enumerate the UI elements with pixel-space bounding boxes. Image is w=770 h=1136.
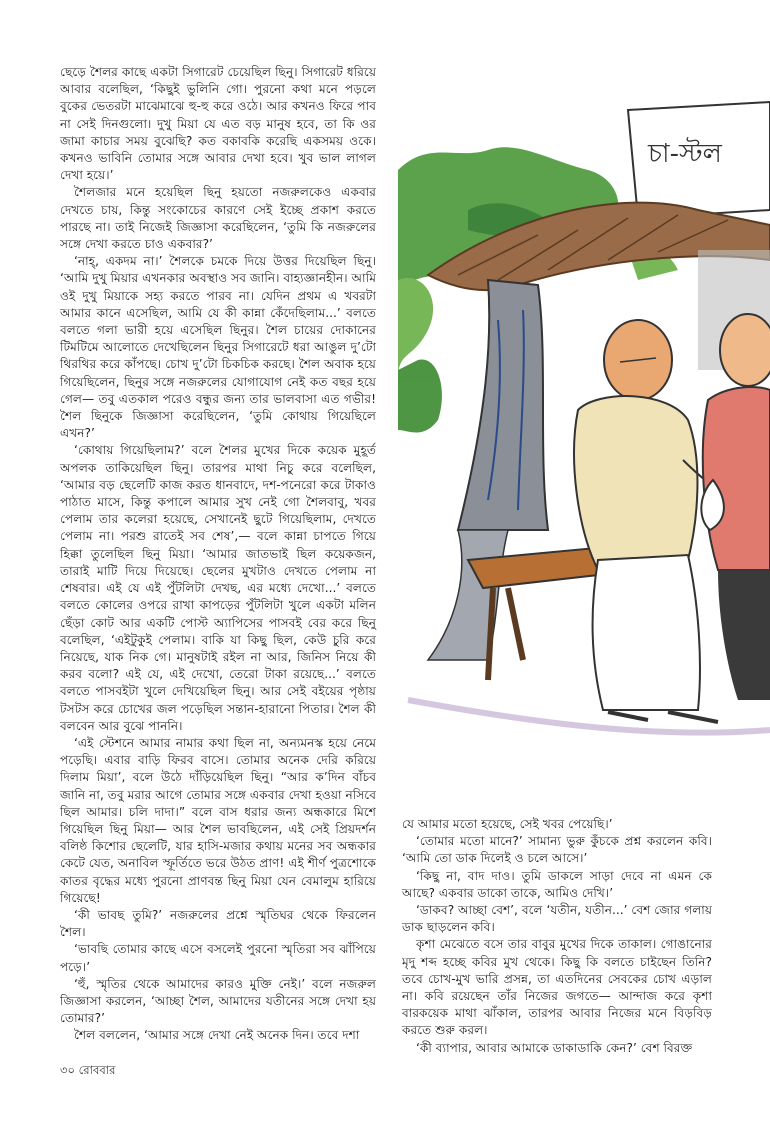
paragraph: ছেড়ে শৈলর কাছে একটা সিগারেট চেয়েছিল ছিনু। সিগারেট ধরিয়ে আবার বলেছিল, ‘কিছুই ভুলিনি গো। পুরনো কথা মনে পড়লে বুকের ভেতরটা মাঝেমাঝে হু-হু করে ওঠে। আর কখনও ফিরে পাব না সেই দিনগুলো। দুখু মিয়া যে এত বড় মানুষ হবে, তা কি ওর জামা কাচার সময় বুঝেছি? কত বকাবকি করেছি একসময় ওকে। কখনও ভাবিনি তোমার সঙ্গে আবার দেখা হবে। খুব ভাল লাগল দেখা হয়ে।’ [60,65,376,183]
paragraph: কৃশা মেঝেতে বসে তার বাবুর মুখের দিকে তাকাল। গোঙানোর মৃদু শব্দ হচ্ছে কবির মুখ থেকে। কিছু কি বলতে চাইছেন তিনি? তবে চোখ-মুখ ভারি প্রসন্ন, তা এতদিনের সেবকের চোখ এড়াল না। কবি রয়েছেন তাঁর নিজের জগতে— আন্দাজ করে কৃশা বারকয়েক মাথা ঝাঁকাল, তারপর আবার নিজের মনে বিড়বিড় করতে শুরু করল। [402,937,712,1038]
article-right-column [402,816,712,1057]
stall-sign [628,102,770,218]
paragraph: ‘কিছু না, বাদ দাও। তুমি ডাকলে সাড়া দেবে না এমন কে আছে? একবার ডাকো তাকে, আমিও দেখি।’ [402,868,712,900]
paragraph: ‘তোমার মতো মানে?’ সামান্য ভুরু কুঁচকে প্রশ্ন করলেন কবি। ‘আমি তো ডাক দিলেই ও চলে আসে।’ [402,834,712,866]
paragraph: ‘নাহ্, একদম না।’ শৈলকে চমকে দিয়ে উত্তর দিয়েছিল ছিনু। ‘আমি দুখু মিয়ার এখনকার অবস্থাও সব জানি। বাহ্যজ্ঞানহীন। আমি ওই দুখু মিয়াকে সহ্য করতে পারব না। যেদিন প্রথম এ খবরটা আমার কানে এসেছিল, আমি যে কী কান্না কেঁদেছিলাম...’ বলতে বলতে গলা ভারী হয়ে এসেছিল ছিনুর। শৈল চায়ের দোকানের টিমটিমে আলোতে দেখেছিলেন ছিনুর সিগারেটে ধরা আঙুল দু’টো থিরথির করে কাঁপছে। চোখ দু’টো চিকচিক করছে। শৈল অবাক হয়ে গিয়েছিলেন, ছিনুর সঙ্গে নজরুলের যোগাযোগ নেই কত বছর হয়ে গেল— তবু এতকাল পরেও বন্ধুর জন্য তার ভালবাসা এত গভীর! শৈল ছিনুকে জিজ্ঞাসা করেছিলেন, ‘তুমি কোথায় গিয়েছিলে এখন?’ [60,254,376,441]
paragraph: ‘কোথায় গিয়েছিলাম?’ বলে শৈলর মুখের দিকে কয়েক মুহূর্ত অপলক তাকিয়েছিল ছিনু। তারপর মাথা নিচু করে বলেছিল, ‘আমার বড় ছেলেটি কাজ করত ধানবাদে, দশ-পনেরো করে টাকাও পাঠাত মাসে, কিন্তু কপালে আমার সুখ নেই গো শৈলবাবু, খবর পেলাম তার কলেরা হয়েছে, সেখানেই ছুটে গিয়েছিলাম, দেখতে পেলাম না। পরশু রাতেই সব শেষ’,— বলে কান্না চাপতে গিয়ে হিক্কা তুলেছিল ছিনু মিয়া। ‘আমার জাতভাই ছিল কয়েকজন, তারাই মাটি দিয়ে দিয়েছে। ছেলের মুখটাও দেখতে পেলাম না শেষবার। এই যে এই পুঁটলিটা দেখছ, এর মধ্যে দেখো...’ বলতে বলতে কোলের ওপরে রাখা কাপড়ের পুঁটলিটা খুলে একটা মলিন ছেঁড়া কোট আর একটি পোস্ট অ্যাপিসের পাসবই বের করে ছিনু বলেছিল, ‘এইটুকুই পেলাম। বাকি যা কিছু ছিল, কেউ চুরি করে নিয়েছে, যাক নিক গে। মানুষটাই রইল না আর, জিনিস নিয়ে কী করব বলো? এই যে, এই দেখো, তেরো টাকা রয়েছে...’ বলতে বলতে পাসবইটা খুলে দেখিয়েছিল ছিনু। আর সেই বইয়ের পৃষ্ঠায় টসটস করে চোখের জল পড়েছিল সন্তান-হারানো পিতার। শৈল কী বলবেন আর বুঝে পাননি। [60,443,376,733]
paragraph: ‘কী ব্যাপার, আবার আমাকে ডাকাডাকি কেন?’ বেশ বিরক্ত [416,1040,693,1055]
illustration [398,100,770,748]
page-number: ৩০ [60,1063,75,1077]
paragraph: ‘কী ভাবছ তুমি?’ নজরুলের প্রশ্নে স্মৃতিঘর থেকে ফিরলেন শৈল। [60,907,376,940]
page-footer [60,1062,115,1081]
paragraph: শৈলজার মনে হয়েছিল ছিনু হয়তো নজরুলকেও একবার দেখতে চায়, কিন্তু সংকোচের কারণে সেই ইচ্ছে প্রকাশ করতে পারছে না। তাই নিজেই জিজ্ঞাসা করেছিলেন, ‘তুমি কি নজরুলের সঙ্গে দেখা করতে চাও একবার?’ [60,185,376,252]
article-left-column [60,64,376,1045]
paragraph: ‘ভাবছি তোমার কাছে এসে বসলেই পুরনো স্মৃতিরা সব ঝাঁপিয়ে পড়ে।’ [60,942,376,974]
paragraph: শৈল বললেন, ‘আমার সঙ্গে দেখা নেই অনেক দিন। তবে দশা [74,1028,360,1043]
tea-stall-drawing [398,100,770,748]
paragraph: ‘এই স্টেশনে আমার নামার কথা ছিল না, অন্যমনস্ক হয়ে নেমে পড়েছি। এবার বাড়ি ফিরব বাসে। তোমার অনেক দেরি করিয়ে দিলাম মিয়া’, বলে উঠে দাঁড়িয়েছিল ছিনু। “আর ক’দিন বাঁচব জানি না, তবু মরার আগে তোমার সঙ্গে একবার দেখা হওয়া নসিবে ছিল আমার। চলি দাদা।” বলে বাস ধরার জন্য অন্ধকারে মিশে গিয়েছিল ছিনু মিয়া— আর শৈল ভাবছিলেন, এই সেই প্রিয়দর্শন বলিষ্ঠ কিশোর ছেলেটি, যার হাসি-মজার কথায় মনের সব অন্ধকার কেটে যেত, অনাবিল স্ফূর্তিতে ভরে উঠত প্রাণ! এই শীর্ণ পুত্রশোকে কাতর বৃদ্ধের মধ্যে পুরনো প্রাণবন্ত ছিনু মিয়া যেন বেমালুম হারিয়ে গিয়েছে! [60,735,376,905]
sign-text: চা-স্টল [648,139,722,169]
paragraph: ‘ডাকব? আচ্ছা বেশ’, বলে ‘যতীন, যতীন...’ বেশ জোর গলায় ডাক ছাড়লেন কবি। [402,903,712,935]
paragraph: যে আমার মতো হয়েছে, সেই খবর পেয়েছি।’ [402,817,613,831]
paragraph: ‘হুঁ, স্মৃতির থেকে আমাদের কারও মুক্তি নেই।’ বলে নজরুল জিজ্ঞাসা করলেন, ‘আচ্ছা শৈল, আমাদের যতীনের সঙ্গে দেখা হয় তোমার?’ [60,976,376,1026]
magazine-name: রোববার [78,1063,116,1077]
